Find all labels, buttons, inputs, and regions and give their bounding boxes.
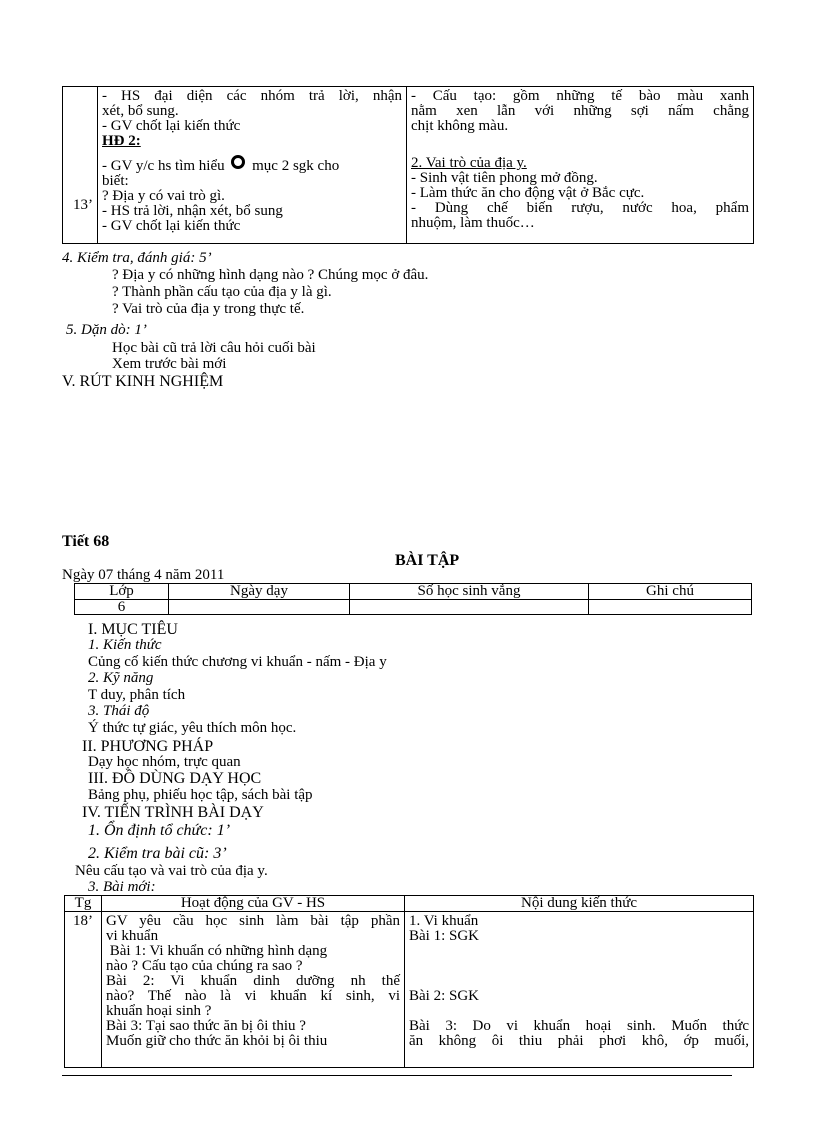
section-iv-heading: IV. TIẾN TRÌNH BÀI DẠY — [82, 804, 264, 821]
content-heading: 2. Vai trò của địa y. — [411, 155, 527, 171]
gv-line: GV yêu cầu học sinh làm bài tập phần — [106, 913, 400, 929]
gv-line: Bài 1: Vi khuẩn có những hình dạng — [106, 943, 328, 959]
info-header: Số học sinh vắng — [350, 584, 589, 600]
content-line: - Làm thức ăn cho động vật ở Bắc cực. — [411, 185, 645, 201]
info-cell-absent — [350, 600, 589, 615]
gv-line: khuẩn hoại sinh ? — [106, 1003, 212, 1019]
info-cell-class: 6 — [75, 600, 169, 615]
body-text: Bảng phụ, phiếu học tập, sách bài tập — [88, 787, 313, 803]
subheading: 2. Kỹ năng — [88, 670, 154, 686]
question-line: ? Vai trò của địa y trong thực tế. — [112, 301, 305, 317]
gv-line: - GV chốt lại kiến thức — [102, 218, 241, 234]
time-value: 18’ — [73, 913, 93, 929]
section-ii-heading: II. PHƯƠNG PHÁP — [82, 738, 214, 755]
gv-line: - GV y/c hs tìm hiểu mục 2 sgk cho — [102, 155, 402, 174]
content-line: - Sinh vật tiên phong mở đồng. — [411, 170, 598, 186]
gv-hs-cell — [102, 912, 405, 1068]
info-header: Lớp — [75, 584, 169, 600]
subheading: 1. Kiến thức — [88, 637, 162, 653]
footer-rule — [62, 1075, 732, 1076]
content-line: - Dùng chế biến rượu, nước hoa, phẩm — [411, 200, 749, 216]
content-line: nằm xen lẫn với những sợi nấm chằng — [411, 103, 749, 119]
subheading: 3. Bài mới: — [88, 879, 156, 895]
body-text: Nêu cấu tạo và vai trò của địa y. — [75, 863, 268, 879]
time-value: 13’ — [73, 197, 93, 213]
content-spacer — [409, 944, 749, 989]
activity-table-main — [64, 895, 754, 1068]
lesson-number: Tiết 68 — [62, 533, 110, 550]
lesson-title: BÀI TẬP — [395, 552, 460, 569]
gv-line: ? Địa y có vai trò gì. — [102, 188, 225, 204]
table-header: Tg — [65, 896, 102, 912]
table-header: Hoạt động của GV - HS — [102, 896, 405, 912]
section-v-heading: V. RÚT KINH NGHIỆM — [62, 373, 224, 390]
question-line: ? Thành phần cấu tạo của địa y là gì. — [112, 284, 332, 300]
gv-line: Muốn giữ cho thức ăn khỏi bị ôi thiu — [106, 1033, 328, 1049]
body-text: Củng cố kiến thức chương vi khuẩn - nấm - Địa y — [88, 654, 387, 670]
content-line: Bài 1: SGK — [409, 928, 480, 944]
activity-table-top — [62, 86, 754, 244]
content-line: Bài 3: Do vi khuẩn hoại sinh. Muốn thức — [409, 1018, 749, 1034]
circle-bullet-icon — [231, 155, 245, 169]
info-cell-note — [589, 600, 752, 615]
info-header: Ngày dạy — [169, 584, 350, 600]
body-text: T duy, phân tích — [88, 687, 186, 703]
gv-line: vi khuẩn — [106, 928, 159, 944]
gv-line: - GV chốt lại kiến thức — [102, 118, 241, 134]
section-iii-heading: III. ĐỒ DÙNG DẠY HỌC — [88, 770, 262, 787]
section-5-heading: 5. Dặn dò: 1’ — [66, 322, 147, 338]
gv-line: - HS trả lời, nhận xét, bổ sung — [102, 203, 283, 219]
content-cell — [407, 87, 754, 244]
homework-line: Học bài cũ trả lời câu hỏi cuối bài — [112, 340, 316, 356]
gv-line: biết: — [102, 173, 129, 189]
gv-line: Bài 2: Vi khuẩn dinh dưỡng nh thế — [106, 973, 400, 989]
subheading: 1. Ổn định tổ chức: 1’ — [88, 822, 231, 839]
section-4-heading: 4. Kiểm tra, đánh giá: 5’ — [62, 250, 212, 266]
info-cell-date — [169, 600, 350, 615]
content-cell — [405, 912, 754, 1068]
subheading: 2. Kiểm tra bài cũ: 3’ — [88, 845, 227, 862]
content-line: Bài 2: SGK — [409, 988, 480, 1004]
gv-line: nào ? Cấu tạo của chúng ra sao ? — [106, 958, 303, 974]
gv-line: xét, bổ sung. — [102, 103, 179, 119]
content-line: - Cấu tạo: gồm những tế bào màu xanh — [411, 88, 749, 104]
homework-line: Xem trước bài mới — [112, 356, 227, 372]
content-line: 1. Vi khuẩn — [409, 913, 479, 929]
time-cell — [63, 87, 98, 244]
content-line: nhuộm, làm thuốc… — [411, 215, 535, 231]
gv-line: nào? Thế nào là vi khuẩn kí sinh, vi — [106, 988, 400, 1004]
section-i-heading: I. MỤC TIÊU — [88, 621, 178, 638]
content-line: chịt không màu. — [411, 118, 509, 134]
subheading: 3. Thái độ — [88, 703, 150, 719]
content-line: ăn không ôi thiu phải phơi khô, ớp muối, — [409, 1033, 749, 1049]
gv-hs-cell — [98, 87, 407, 244]
gv-line: - HS đại diện các nhóm trả lời, nhận — [102, 88, 402, 104]
info-header: Ghi chú — [589, 584, 752, 600]
body-text: Dạy học nhóm, trực quan — [88, 754, 241, 770]
question-line: ? Địa y có những hình dạng nào ? Chúng mọc ở đâu. — [112, 267, 429, 283]
gv-line: Bài 3: Tại sao thức ăn bị ôi thiu ? — [106, 1018, 306, 1034]
lesson-date: Ngày 07 tháng 4 năm 2011 — [62, 567, 225, 583]
time-cell — [65, 912, 102, 1068]
table-header: Nội dung kiến thức — [405, 896, 754, 912]
activity-heading: HĐ 2: — [102, 133, 141, 149]
body-text: Ý thức tự giác, yêu thích môn học. — [88, 720, 297, 736]
class-info-table — [74, 583, 752, 615]
